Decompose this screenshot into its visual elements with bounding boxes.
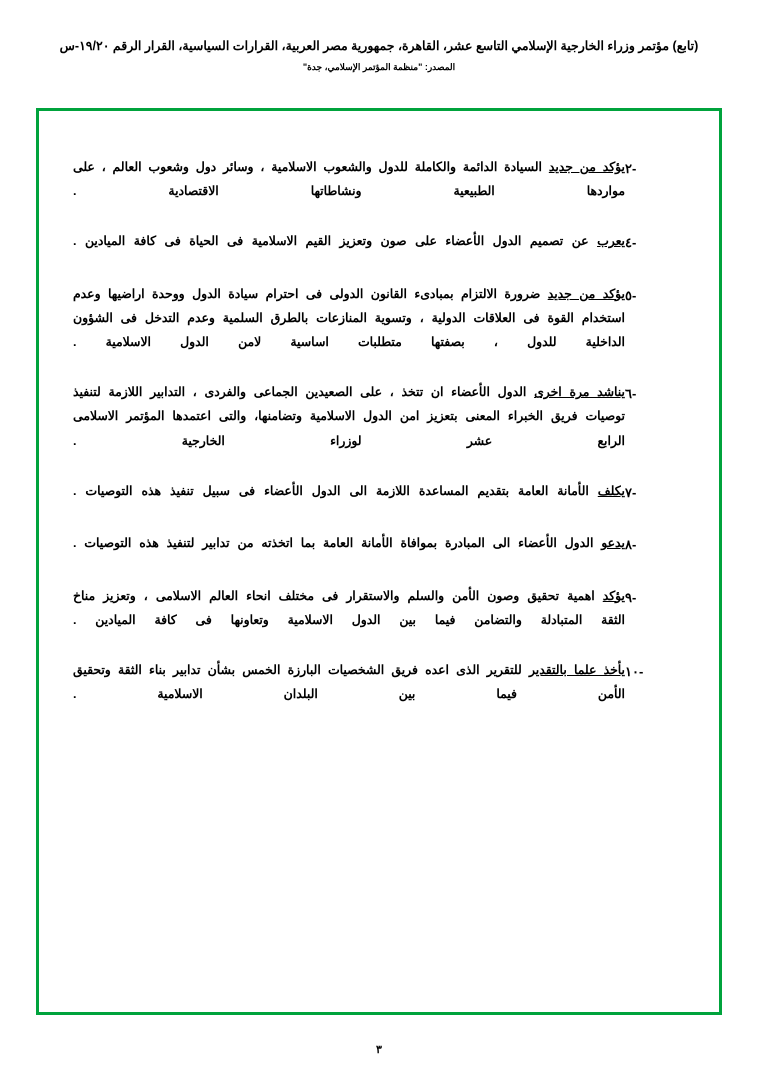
- page-footer: [0, 1043, 758, 1056]
- clause-item: [73, 282, 679, 355]
- clause-item: [73, 479, 679, 505]
- clause-rest: السيادة الدائمة والكاملة للدول والشعوب الاسلامية ، وسائر دول وشعوب العالم ، على مواردها الطبيعية ونشاطاتها الاقتصادية .: [73, 160, 625, 199]
- page-number: ٣: [376, 1044, 382, 1056]
- clause-number: -٨: [625, 537, 637, 553]
- clause-text: [73, 229, 625, 253]
- clause-rest: الأمانة العامة بتقديم المساعدة اللازمة الى الدول الأعضاء فى سبيل تنفيذ هذه التوصيات .: [73, 483, 598, 498]
- clause-rest: الدول الأعضاء ان تتخذ ، على الصعيدين الجماعى والفردى ، التدابير اللازمة لتنفيذ توصيات فريق الخبراء المعنى بتعزيز امن الدول الاسلامية وتضامنها، والتى اعتمدها المؤتمر الاسلامى الرابع عشر لوزراء الخارجية .: [73, 385, 625, 448]
- clause-text: [73, 531, 625, 555]
- document-header: [0, 0, 758, 73]
- clause-rest: للتقرير الذى اعده فريق الشخصيات البارزة الخمس بشأن تدابير بناء الثقة وتحقيق الأمن فيما بين البلدان الاسلامية .: [73, 662, 625, 702]
- clause-lead: يؤكد من جديد: [548, 160, 626, 174]
- clause-item: [73, 531, 679, 557]
- clause-number: -٩: [625, 589, 637, 605]
- clause-lead: يدعو: [601, 536, 625, 551]
- clause-text: [73, 380, 625, 453]
- clause-rest: ضرورة الالتزام بمبادىء القانون الدولى فى احترام سيادة الدول ووحدة اراضيها وعدم استخدام القوة فى العلاقات الدولية ، وتسوية المنازعات بالطرق السلمية وعدم التدخل فى الشؤون الداخلية للدول ، بصفتها متطلبات اساسية لامن الدول الاسلامية .: [73, 286, 625, 350]
- clause-text: [73, 584, 625, 632]
- clause-lead: يعرب: [597, 234, 625, 249]
- clause-item: [73, 658, 679, 706]
- green-border-frame: [36, 108, 722, 1015]
- clause-lead: يؤكد: [602, 588, 625, 603]
- header-source: المصدر: "منظمة المؤتمر الإسلامي، جدة": [302, 61, 456, 72]
- clause-item: [73, 584, 679, 632]
- header-title: (تابع) مؤتمر وزراء الخارجية الإسلامي التاسع عشر، القاهرة، جمهورية مصر العربية، القرارات السياسية، القرار الرقم ١٩/٢٠-س: [59, 39, 699, 53]
- clause-rest: اهمية تحقيق وصون الأمن والسلم والاستقرار فى مختلف انحاء العالم الاسلامى ، وتعزيز مناخ الثقة المتبادلة والتضامن فيما بين الدول الاسلامية وتعاونها فى كافة الميادين .: [73, 588, 625, 627]
- clause-number: -٢: [625, 161, 637, 176]
- clause-lead: يناشد مرة اخرى: [534, 385, 625, 400]
- clause-item: [73, 155, 679, 203]
- clause-lead: يأخذ علما بالتقدير: [528, 662, 625, 677]
- clause-item: [73, 380, 679, 453]
- clause-text: [73, 658, 625, 706]
- clause-number: -٥: [625, 287, 637, 303]
- clause-text: [73, 155, 625, 203]
- clause-number: -٤: [625, 235, 637, 251]
- clause-item: [73, 229, 679, 255]
- clause-list: [39, 111, 719, 726]
- clause-text: [73, 479, 625, 503]
- clause-number: -١٠: [625, 663, 644, 679]
- clause-lead: يكلف: [597, 483, 625, 498]
- clause-number: -٦: [625, 386, 637, 402]
- clause-text: [73, 282, 625, 355]
- clause-rest: الدول الأعضاء الى المبادرة بموافاة الأمانة العامة بما اتخذته من تدابير لتنفيذ هذه التوصيات .: [73, 536, 602, 551]
- clause-rest: عن تصميم الدول الأعضاء على صون وتعزيز القيم الاسلامية فى الحياة فى كافة الميادين .: [73, 234, 598, 249]
- clause-lead: يؤكد من جديد: [547, 286, 626, 301]
- clause-number: -٧: [625, 484, 637, 500]
